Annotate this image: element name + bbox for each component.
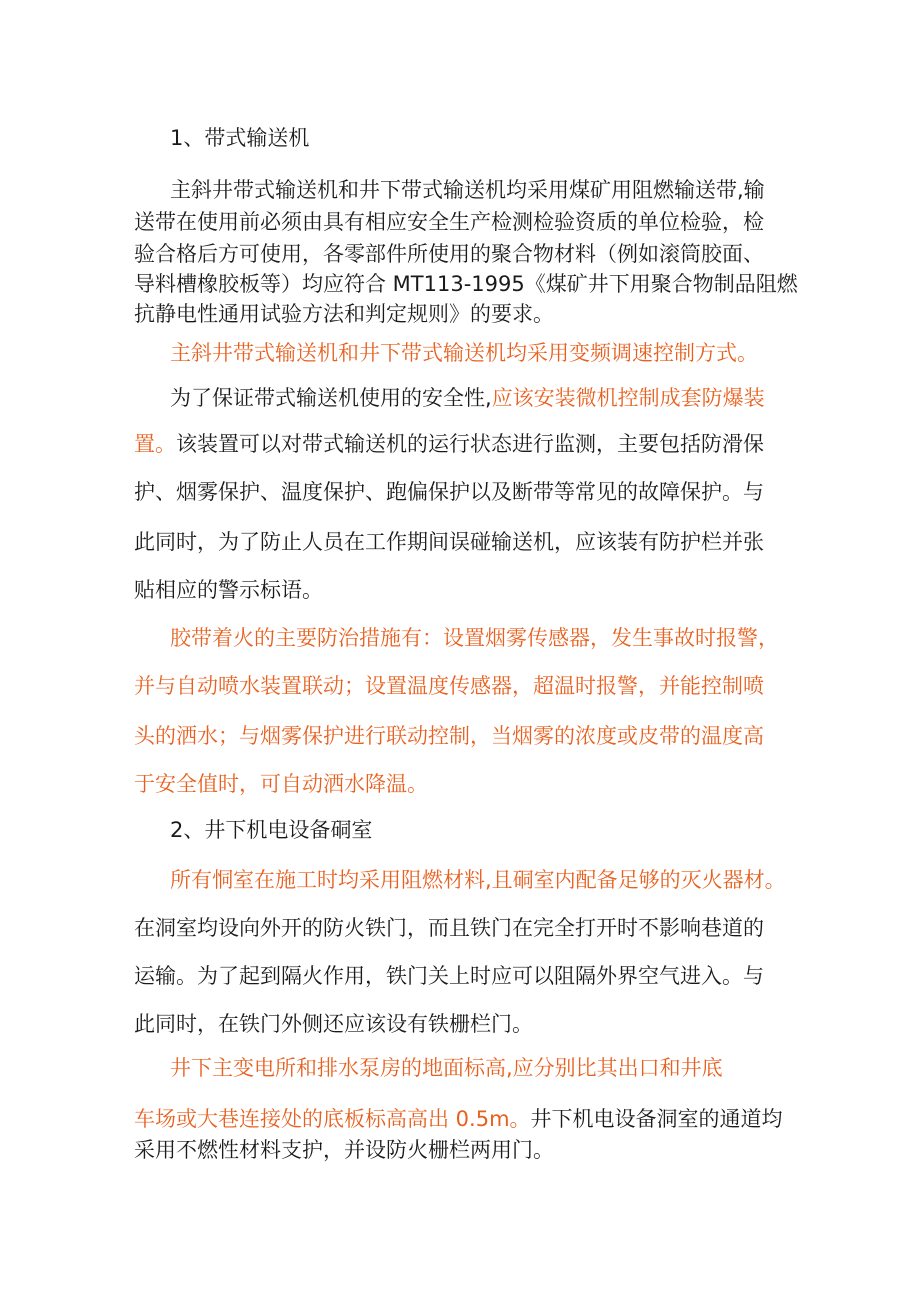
paragraph-line [134, 958, 764, 994]
text-segment: 1、带式输送机 [170, 126, 310, 150]
paragraph-line [134, 204, 764, 240]
text-segment: 运输。为了起到隔火作用，铁门关上时应可以阻隔外界空气进入。与 [134, 964, 764, 988]
text-segment: 采用不燃性材料支护，并设防火栅栏两用门。 [134, 1138, 554, 1162]
text-segment: 抗静电性通用试验方法和判定规则》的要求。 [134, 302, 554, 326]
text-segment: 在洞室均设向外开的防火铁门，而且铁门在完全打开时不影响巷道的 [134, 916, 764, 940]
paragraph-line [134, 1132, 554, 1168]
paragraph-line [134, 910, 764, 946]
section-heading-equipment-chamber [170, 812, 372, 848]
text-segment: 2、井下机电设备硐室 [170, 818, 373, 842]
paragraph-line [134, 572, 323, 608]
highlighted-text-segment: 应该安装微机控制成套防爆装 [491, 386, 765, 410]
paragraph-line-highlighted [170, 1050, 723, 1086]
highlighted-text-segment: 头的洒水；与烟雾保护进行联动控制，当烟雾的浓度或皮带的温度高 [134, 724, 764, 748]
paragraph-line-highlighted [134, 766, 428, 802]
text-segment: 验合格后方可使用，各零部件所使用的聚合物材料（例如滚筒胶面、 [134, 242, 764, 266]
highlighted-text-segment: 并与自动喷水装置联动；设置温度传感器，超温时报警，并能控制喷 [134, 674, 764, 698]
paragraph-line [170, 380, 765, 416]
highlighted-text-segment: 胶带着火的主要防治措施有：设置烟雾传感器，发生事故时报警， [170, 626, 779, 650]
text-segment: 此同时，在铁门外侧还应该设有铁栅栏门。 [134, 1012, 533, 1036]
highlighted-text-segment: 主斜井带式输送机和井下带式输送机均采用变频调速控制方式。 [170, 341, 758, 365]
text-segment: 主斜井带式输送机和井下带式输送机均采用煤矿用阻燃输送带,输 [170, 178, 765, 202]
text-segment: 贴相应的警示标语。 [134, 578, 323, 602]
paragraph-line-highlighted [134, 718, 764, 754]
text-segment: 送带在使用前必须由具有相应安全生产检测检验资质的单位检验，检 [134, 210, 764, 234]
paragraph-line [134, 426, 764, 462]
text-segment: 该装置可以对带式输送机的运行状态进行监测，主要包括防滑保 [176, 432, 764, 456]
paragraph-line-highlighted [170, 862, 786, 898]
paragraph-line [170, 172, 765, 208]
highlighted-text-segment: 所有恫室在施工时均采用阻燃材料,且硐室内配备足够的灭火器材。 [170, 868, 786, 892]
section-heading-belt-conveyor [170, 120, 309, 156]
paragraph-line [134, 524, 764, 560]
highlighted-text-segment: 车场或大巷连接处的底板标高高出 0.5m。 [134, 1107, 531, 1131]
paragraph-line-highlighted [170, 620, 779, 656]
text-segment: 为了保证带式输送机使用的安全性, [170, 386, 492, 410]
paragraph-line-highlighted [134, 668, 764, 704]
paragraph-line [134, 1006, 533, 1042]
paragraph-line [134, 474, 764, 510]
text-segment: 导料槽橡胶板等）均应符合 MT113-1995《煤矿井下用聚合物制品阻燃 [134, 272, 798, 296]
paragraph-line-highlighted [170, 335, 758, 371]
text-segment: 护、烟雾保护、温度保护、跑偏保护以及断带等常见的故障保护。与 [134, 480, 764, 504]
highlighted-text-segment: 井下主变电所和排水泵房的地面标高,应分别比其出口和井底 [170, 1056, 723, 1080]
text-segment: 此同时，为了防止人员在工作期间误碰输送机，应该装有防护栏并张 [134, 530, 764, 554]
text-segment: 井下机电设备洞室的通道均 [530, 1107, 783, 1131]
highlighted-text-segment: 置。 [134, 432, 176, 456]
paragraph-line [134, 296, 554, 332]
highlighted-text-segment: 于安全值时，可自动洒水降温。 [134, 772, 428, 796]
